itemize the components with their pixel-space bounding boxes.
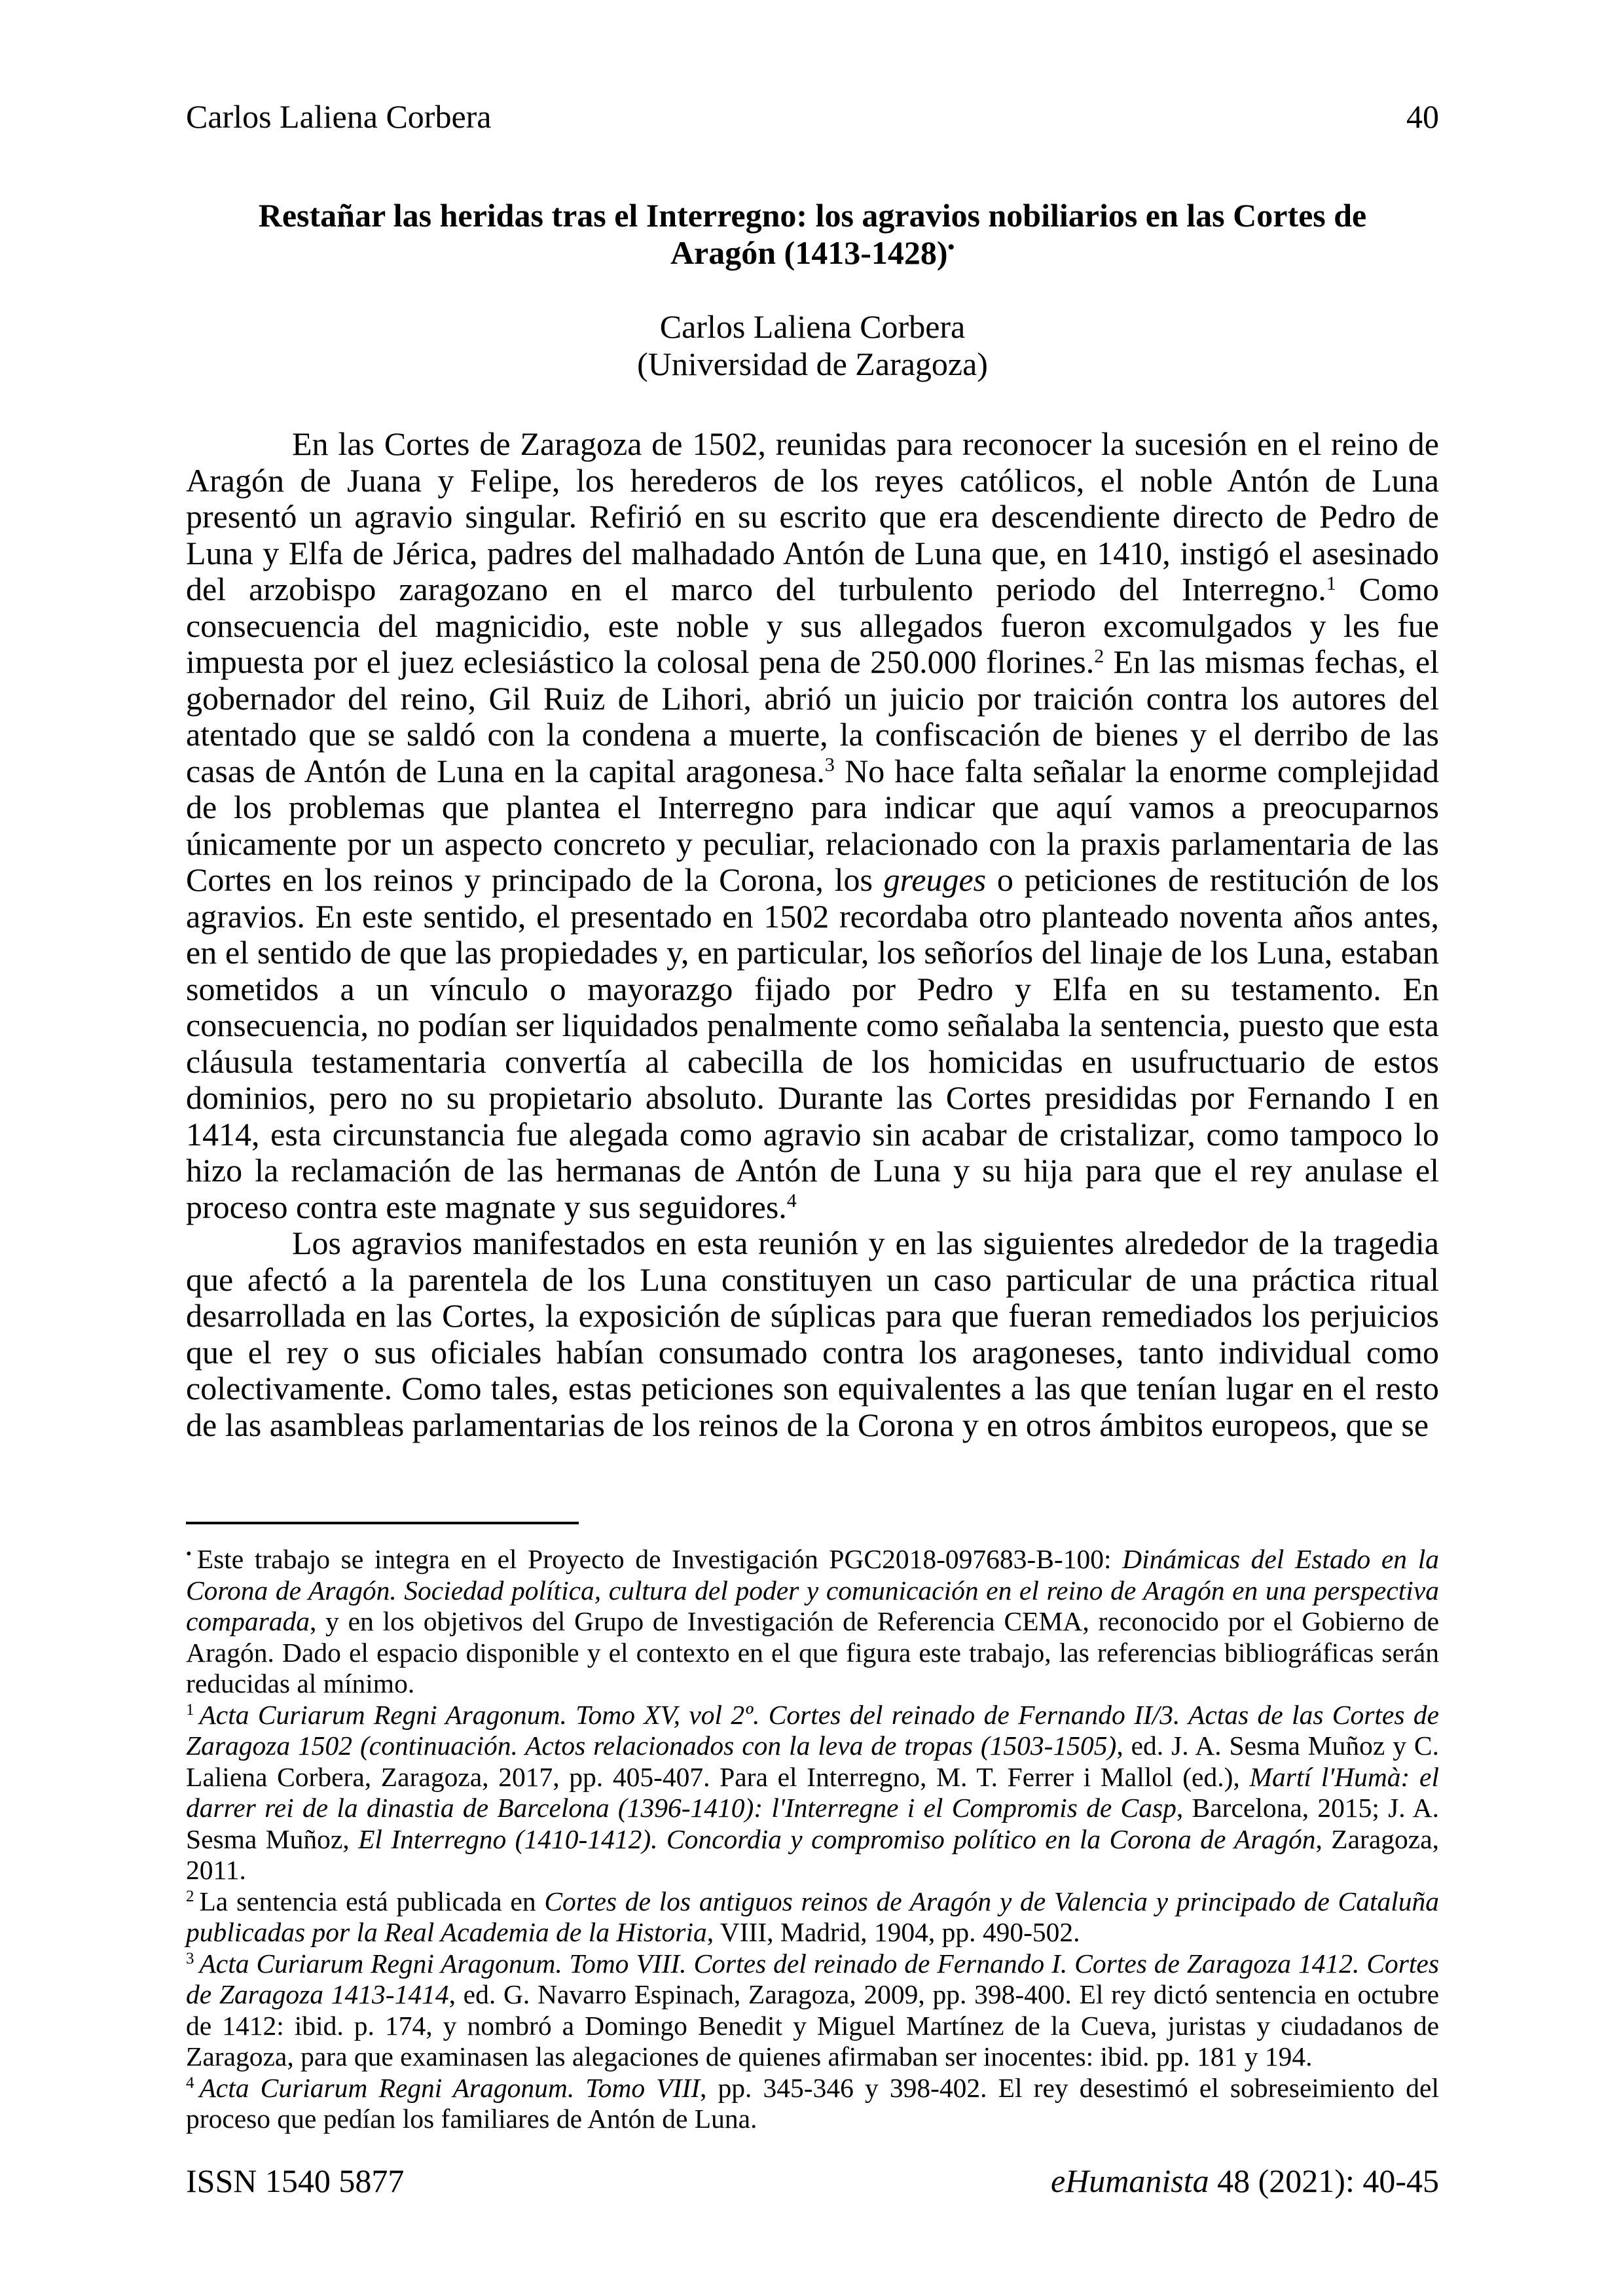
byline-author: Carlos Laliena Corbera xyxy=(659,308,966,345)
footnote-1 xyxy=(186,1700,1439,1886)
footnote-2-text: La sentencia está publicada en Cortes de los antiguos reinos de Aragón y de Valencia y principado de Cataluña publicadas por la Real Academia de la Historia, VIII, Madrid, 1904, pp. 490-502. xyxy=(186,1886,1439,1947)
running-header-author: Carlos Laliena Corbera xyxy=(186,98,492,135)
footnotes xyxy=(186,1544,1439,2135)
footnote-1-text: Acta Curiarum Regni Aragonum. Tomo XV, vol 2º. Cortes del reinado de Fernando II/3. Actas de las Cortes de Zaragoza 1502 (continuación. Actos relacionados con la leva de tropas (1503-1505), ed. J. A. Sesma Muñoz y C. Laliena Corbera, Zaragoza, 2017, pp. 405-407. Para el Interregno, M. T. Ferrer i Mallol (ed.), Martí l'Humà: el darrer rei de la dinastia de Barcelona (1396-1410): l'Interregne i el Compromis de Casp, Barcelona, 2015; J. A. Sesma Muñoz, El Interregno (1410-1412). Concordia y compromiso político en la Corona de Aragón, Zaragoza, 2011. xyxy=(186,1699,1439,1885)
footnote-2 xyxy=(186,1886,1439,1948)
footnote-3-marker: 3 xyxy=(186,1949,194,1967)
footnote-3-text: Acta Curiarum Regni Aragonum. Tomo VIII. Cortes del reinado de Fernando I. Cortes de Zaragoza 1412. Cortes de Zaragoza 1413-1414, ed. G. Navarro Espinach, Zaragoza, 2009, pp. 398-400. El rey dictó sentencia en octubre de 1412: ibid. p. 174, y nombró a Domingo Benedit y Miguel Martínez de la Cueva, juristas y ciudadanos de Zaragoza, para que examinasen las alegaciones de quienes afirmaban ser inocentes: ibid. pp. 181 y 194. xyxy=(186,1948,1439,2072)
footnote-star-marker: • xyxy=(186,1545,192,1564)
paragraph-1: En las Cortes de Zaragoza de 1502, reunidas para reconocer la sucesión en el reino de Aragón de Juana y Felipe, los herederos de los reyes católicos, el noble Antón de Luna presentó un agravio singular. Refirió en su escrito que era descendiente directo de Pedro de Luna y Elfa de Jérica, padres del malhadado Antón de Luna que, en 1410, instigó el asesinado del arzobispo zaragozano en el marco del turbulento periodo del Interregno.$^1$ Como consecuencia del magnicidio, este noble y sus allegados fueron excomulgados y les fue impuesta por el juez eclesiástico la colosal pena de 250.000 florines.$^2$ En las mismas fechas, el gobernador del reino, Gil Ruiz de Lihori, abrió un juicio por traición contra los autores del atentado que se saldó con la condena a muerte, la confiscación de bienes y el derribo de las casas de Antón de Luna en la capital aragonesa.$^3$ No hace falta señalar la enorme complejidad de los problemas que plantea el Interregno para indicar que aquí vamos a preocuparnos únicamente por un aspecto concreto y peculiar, relacionado con la praxis parlamentaria de las Cortes en los reinos y principado de la Corona, los greuges o peticiones de restitución de los agravios. En este sentido, el presentado en 1502 recordaba otro planteado noventa años antes, en el sentido de que las propiedades y, en particular, los señoríos del linaje de los Luna, estaban sometidos a un vínculo o mayorazgo fijado por Pedro y Elfa en su testamento. En consecuencia, no podían ser liquidados penalmente como señalaba la sentencia, puesto que esta cláusula testamentaria convertía al cabecilla de los homicidas en usufructuario de estos dominios, pero no su propietario absoluto. Durante las Cortes presididas por Fernando I en 1414, esta circunstancia fue alegada como agravio sin acabar de cristalizar, como tampoco lo hizo la reclamación de las hermanas de Antón de Luna y su hija para que el rey anulase el proceso contra este magnate y sus seguidores.$^4$ xyxy=(186,425,1439,1225)
article-body xyxy=(186,426,1439,1443)
footnote-3 xyxy=(186,1948,1439,2073)
running-header xyxy=(186,98,1439,135)
title-line-2-text: Aragón (1413-1428) xyxy=(670,234,948,271)
page-footer xyxy=(186,2162,1439,2200)
title-footnote-marker: • xyxy=(947,236,955,258)
byline xyxy=(186,308,1439,383)
byline-affiliation: (Universidad de Zaragoza) xyxy=(637,346,988,382)
footnote-4 xyxy=(186,2073,1439,2135)
footnote-4-marker: 4 xyxy=(186,2073,194,2092)
footer-issn: ISSN 1540 5877 xyxy=(186,2162,405,2199)
article-title xyxy=(186,197,1439,272)
footnote-2-marker: 2 xyxy=(186,1887,194,1905)
page-number: 40 xyxy=(1406,98,1439,135)
footnote-4-text: Acta Curiarum Regni Aragonum. Tomo VIII, pp. 345-346 y 398-402. El rey desestimó el sobreseimiento del proceso que pedían los familiares de Antón de Luna. xyxy=(186,2072,1439,2134)
footnote-1-marker: 1 xyxy=(186,1700,194,1719)
title-line-1: Restañar las heridas tras el Interregno: los agravios nobiliarios en las Cortes de xyxy=(258,197,1367,234)
footnote-separator xyxy=(186,1522,579,1524)
footer-citation: eHumanista 48 (2021): 40-45 xyxy=(1051,2162,1439,2199)
footnote-star-text: Este trabajo se integra en el Proyecto de Investigación PGC2018-097683-B-100: Dinámicas del Estado en la Corona de Aragón. Sociedad política, cultura del poder y comunicación en el reino de Aragón en una perspectiva comparada, y en los objetivos del Grupo de Investigación de Referencia CEMA, reconocido por el Gobierno de Aragón. Dado el espacio disponible y el contexto en el que figura este trabajo, las referencias bibliográficas serán reducidas al mínimo. xyxy=(186,1544,1439,1698)
paragraph-2: Los agravios manifestados en esta reunión y en las siguientes alrededor de la tragedia que afectó a la parentela de los Luna constituyen un caso particular de una práctica ritual desarrollada en las Cortes, la exposición de súplicas para que fueran remediados los perjuicios que el rey o sus oficiales habían consumado contra los aragoneses, tanto individual como colectivamente. Como tales, estas peticiones son equivalentes a las que tenían lugar en el resto de las asambleas parlamentarias de los reinos de la Corona y en otros ámbitos europeos, que se xyxy=(186,1225,1439,1443)
footnote-star xyxy=(186,1544,1439,1700)
title-line-2 xyxy=(186,234,1439,272)
